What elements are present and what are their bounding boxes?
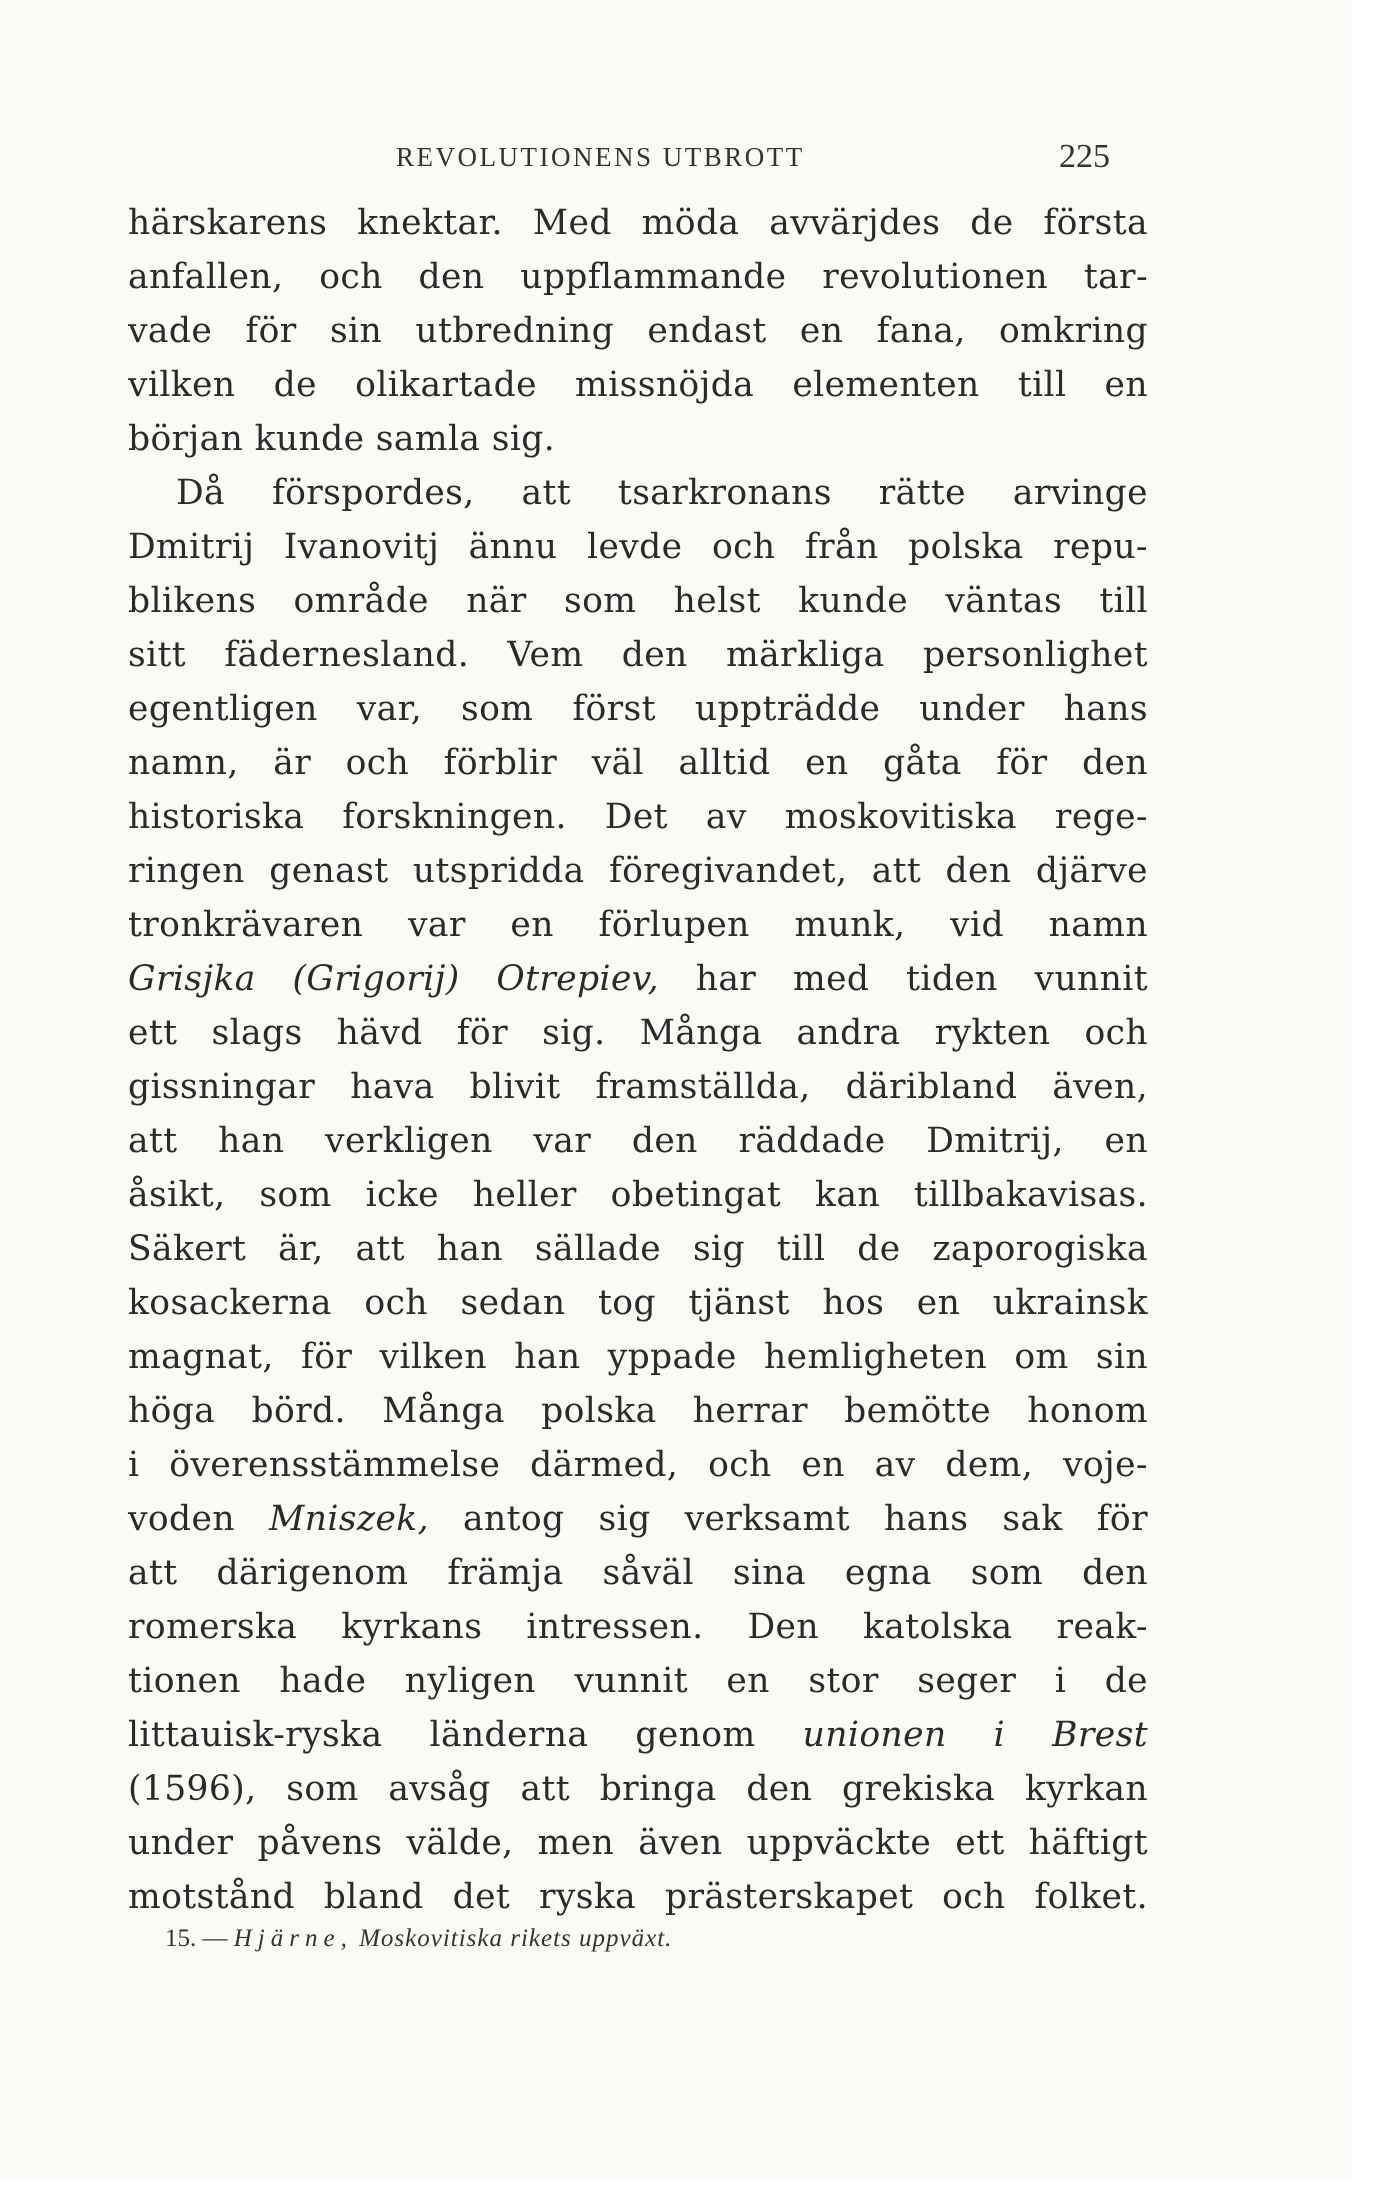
text-line: ett slags hävd för sig. Många andra rykten och — [128, 1013, 1148, 1053]
text-line — [128, 1708, 1148, 1762]
footnote-dash: — — [202, 1925, 228, 1952]
text-line: tronkrävaren var en förlupen munk, vid namn — [128, 905, 1148, 945]
text-line: (1596), som avsåg att bringa den grekiska kyrkan — [128, 1769, 1148, 1809]
text-line: vilken de olikartade missnöjda elementen till en — [128, 365, 1148, 405]
text-line: åsikt, som icke heller obetingat kan tillbakavisas. — [128, 1175, 1148, 1215]
footnote-number: 15. — [165, 1925, 197, 1952]
text-line — [128, 952, 1148, 1006]
text-line: magnat, för vilken han yppade hemligheten om sin — [128, 1337, 1148, 1377]
footnote-author: Hjärne, — [233, 1925, 353, 1952]
footnote-title: Moskovitiska rikets uppväxt. — [359, 1925, 673, 1952]
text-line: anfallen, och den uppflammande revolutionen tar- — [128, 257, 1148, 297]
italic-name: Grisjka (Grigorij) Otrepiev, — [128, 959, 659, 999]
text-line: motstånd bland det ryska prästerskapet och folket. — [128, 1877, 1148, 1917]
body-text — [128, 196, 1148, 1924]
text-line — [128, 1492, 1148, 1546]
text-line: höga börd. Många polska herrar bemötte honom — [128, 1391, 1148, 1431]
italic-name: unionen i Brest — [802, 1715, 1148, 1755]
text-segment: voden — [128, 1499, 270, 1539]
text-line: att därigenom främja såväl sina egna som den — [128, 1553, 1148, 1593]
text-line: historiska forskningen. Det av moskovitiska rege- — [128, 797, 1148, 837]
text-line: namn, är och förblir väl alltid en gåta för den — [128, 743, 1148, 783]
text-segment: har med tiden vunnit — [658, 959, 1148, 999]
text-line: romerska kyrkans intressen. Den katolska reak- — [128, 1607, 1148, 1647]
text-segment: littauisk-ryska länderna genom — [128, 1715, 803, 1755]
text-line: att han verkligen var den räddade Dmitrij, en — [128, 1121, 1148, 1161]
running-title: REVOLUTIONENS UTBROTT — [396, 142, 805, 172]
text-line: kosackerna och sedan tog tjänst hos en ukrainsk — [128, 1283, 1148, 1323]
text-line: tionen hade nyligen vunnit en stor seger i de — [128, 1661, 1148, 1701]
text-line: Säkert är, att han sällade sig till de zaporogiska — [128, 1229, 1148, 1269]
text-line: Då förspordes, att tsarkronans rätte arvinge — [176, 473, 1148, 513]
page-number: 225 — [1059, 138, 1110, 175]
text-line: härskarens knektar. Med möda avvärjdes de första — [128, 203, 1148, 243]
text-line: ringen genast utspridda föregivandet, att den djärve — [128, 851, 1148, 891]
page-edge — [1352, 0, 1374, 2192]
text-line: under påvens välde, men även uppväckte ett häftigt — [128, 1823, 1148, 1863]
text-line: Dmitrij Ivanovitj ännu levde och från polska repu- — [128, 527, 1148, 567]
footnote — [165, 1925, 1065, 1953]
text-line: början kunde samla sig. — [128, 419, 556, 459]
running-header — [0, 138, 1352, 178]
text-line: blikens område när som helst kunde väntas till — [128, 581, 1148, 621]
text-line: egentligen var, som först uppträdde under hans — [128, 689, 1148, 729]
text-line: vade för sin utbredning endast en fana, omkring — [128, 311, 1148, 351]
text-line: i överensstämmelse därmed, och en av dem, voje- — [128, 1445, 1148, 1485]
text-segment: antog sig verksamt hans sak för — [428, 1499, 1148, 1539]
text-line: sitt fädernesland. Vem den märkliga personlighet — [128, 635, 1148, 675]
italic-name: Mniszek, — [269, 1499, 429, 1539]
text-line: gissningar hava blivit framställda, däribland även, — [128, 1067, 1148, 1107]
